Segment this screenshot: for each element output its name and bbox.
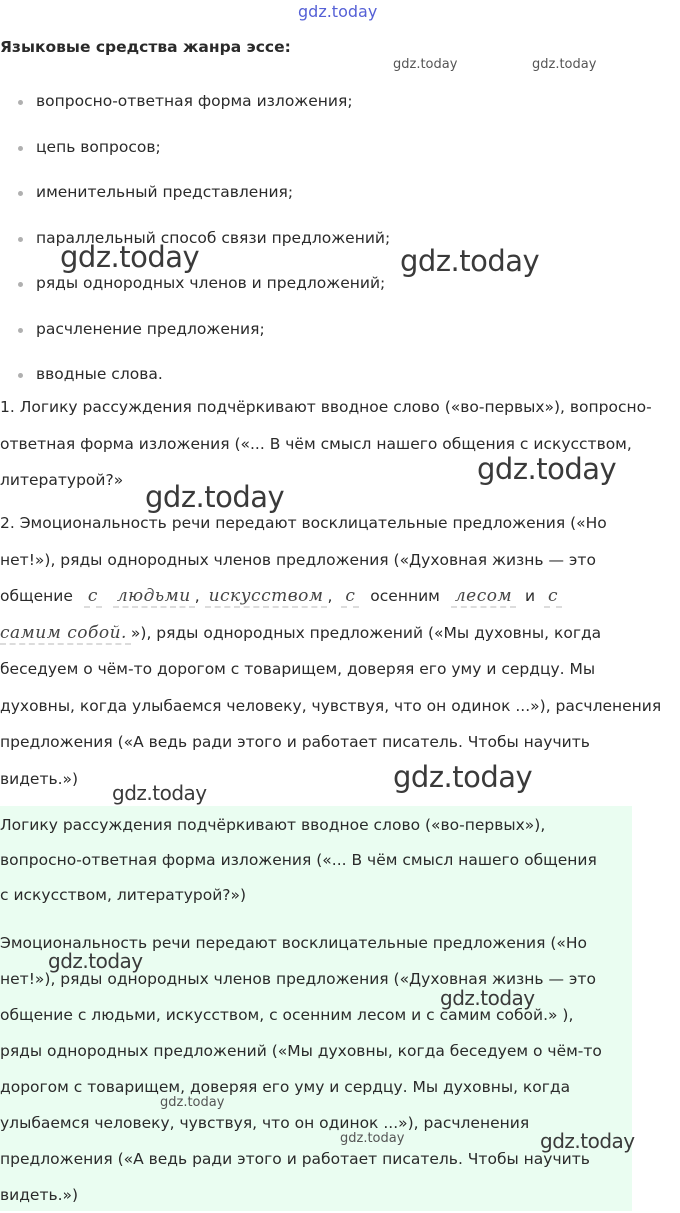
bullet-list: [0, 79, 390, 398]
watermark-small: gdz.today: [340, 1131, 405, 1146]
watermark-large: gdz.today: [145, 480, 285, 514]
handwritten-word: с: [341, 586, 359, 608]
paragraph-2: 2. Эмоциональность речи передают восклицательные предложения («Но нет!»), ряды однородных членов предложения («Духовная жизнь — это общение с людьми , искусством , с осенним лесом и с самим собой. »), ряды однородных предложений («Мы духовны, когда беседуем о чём-то дорогом с товарищем, доверяя его уму и сердцу. Мы духовны, когда улыбаемся человеку, чувствуя, что он одинок ...»), расчленения предложения («А ведь ради этого и работает писатель. Чтобы научить видеть.»): [0, 505, 678, 797]
list-item: расчленение предложения;: [0, 307, 390, 353]
answer-paragraph-1: Логику рассуждения подчёркивают вводное слово («во-первых»), вопросно-ответная форма изложения («... В чём смысл нашего общения с искусством, литературой?»): [0, 816, 597, 904]
paragraph-1: 1. Логику рассуждения подчёркивают вводное слово («во-первых»), вопросно- ответная форма изложения («... В чём смысл нашего общения с искусством, литературой?»: [0, 398, 652, 489]
answer-block: [0, 806, 632, 1211]
bullet-icon: [18, 100, 23, 105]
handwritten-word: с: [544, 586, 562, 608]
watermark-top: gdz.today: [298, 2, 378, 21]
watermark-large: gdz.today: [60, 240, 200, 274]
list-item: именительный представления;: [0, 170, 390, 216]
bullet-icon: [18, 373, 23, 378]
watermark-small: gdz.today: [160, 1095, 225, 1110]
watermark-small: gdz.today: [393, 57, 458, 72]
handwritten-word: с: [84, 586, 102, 608]
watermark-medium: gdz.today: [48, 949, 143, 973]
handwritten-word: искусством: [205, 586, 328, 608]
bullet-icon: [18, 146, 23, 151]
watermark-small: gdz.today: [532, 57, 597, 72]
watermark-medium: gdz.today: [540, 1129, 635, 1153]
list-item: параллельный способ связи предложений;: [0, 216, 390, 262]
watermark-medium: gdz.today: [112, 781, 207, 805]
section-heading: Языковые средства жанра эссе:: [0, 38, 291, 56]
handwritten-word: людьми: [113, 586, 195, 608]
watermark-large: gdz.today: [400, 244, 540, 278]
bullet-icon: [18, 328, 23, 333]
bullet-icon: [18, 282, 23, 287]
watermark-large: gdz.today: [477, 452, 617, 486]
answer-paragraph-2: Эмоциональность речи передают восклицательные предложения («Но нет!»), ряды однородных членов предложения («Духовная жизнь — это общение с людьми, искусством, с осенним лесом и с самим собой.» ), ряды однородных предложений («Мы духовны, когда беседуем о чём-то дорогом с товарищем, доверяя его уму и сердцу. Мы духовны, когда улыбаемся человеку, чувствуя, что он одинок ...»), расчленения предложения («А ведь ради этого и работает писатель. Чтобы научить видеть.»): [0, 934, 602, 1204]
list-item: цепь вопросов;: [0, 125, 390, 171]
watermark-medium: gdz.today: [440, 986, 535, 1010]
handwritten-word: лесом: [451, 586, 516, 608]
watermark-large: gdz.today: [393, 760, 533, 794]
bullet-icon: [18, 191, 23, 196]
line-with-handwriting: общение с людьми , искусством , с осенним лесом и с: [0, 578, 678, 615]
handwritten-word: самим собой.: [0, 623, 131, 645]
bullet-icon: [18, 237, 23, 242]
list-item: вводные слова.: [0, 352, 390, 398]
list-item: вопросно-ответная форма изложения;: [0, 79, 390, 125]
list-item: ряды однородных членов и предложений;: [0, 261, 390, 307]
